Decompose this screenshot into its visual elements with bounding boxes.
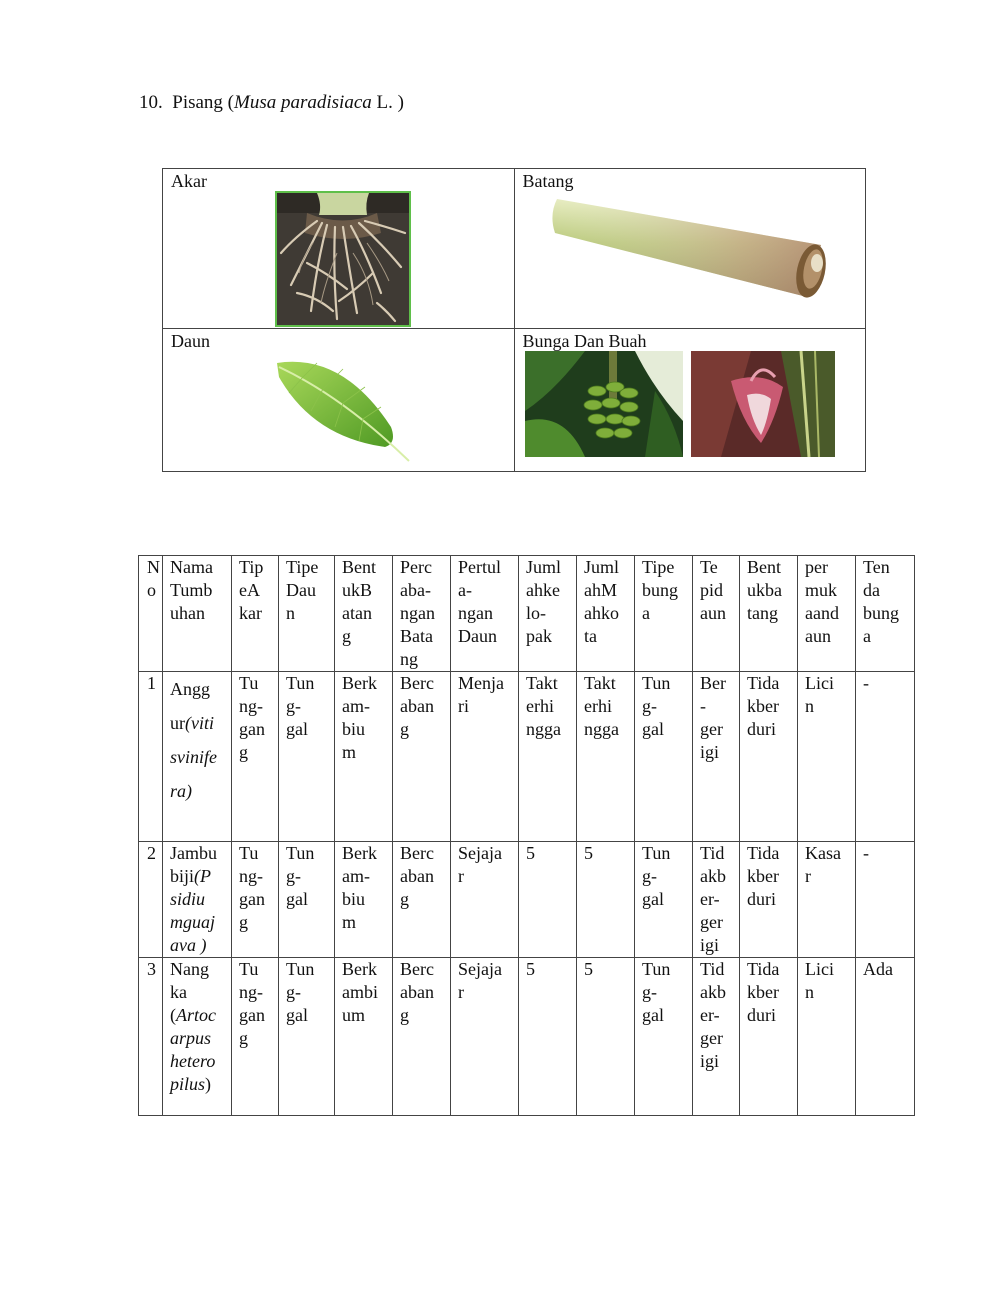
cell-tenda-bunga: Ada [856,958,915,1116]
cell-permukaan-daun: Kasa r [798,842,856,958]
plant-name [163,842,232,958]
plant-name [163,958,232,1116]
plant-name-plain: Nang ka ( [170,959,209,1025]
plant-name-plain: Angg ur [170,679,210,733]
table-row [139,958,915,1116]
cell-pertulangan: Sejaja r [451,958,519,1116]
cell-tipe-akar: Tu ng- gan g [232,958,279,1116]
cell-jumlah-mahkota: 5 [577,842,635,958]
col-header-no: N o [139,556,163,672]
cell-permukaan-daun: Lici n [798,958,856,1116]
cell-tipe-akar: Tu ng- gan g [232,672,279,842]
bunga-buah-cell [514,329,866,472]
leaf-image [273,357,413,465]
cell-jumlah-kelopak: 5 [519,958,577,1116]
col-header-pertulangan: Pertul a- ngan Daun [451,556,519,672]
bunga-buah-label: Bunga Dan Buah [522,331,647,351]
plant-parts-table [162,168,866,472]
col-header-permukaan-daun: per muk aand aun [798,556,856,672]
batang-label: Batang [522,171,574,191]
heading-number: 10. [139,92,163,113]
daun-cell [163,329,515,472]
cell-tenda-bunga: - [856,842,915,958]
cell-jumlah-kelopak: 5 [519,842,577,958]
cell-tepi-daun: Ber - ger igi [693,672,740,842]
col-header-tipe-bunga: Tipe bung a [635,556,693,672]
row-number: 3 [139,958,163,1116]
cell-bentuk-batang: Berk ambi um [335,958,393,1116]
fruit-bunch-image [525,351,683,457]
col-header-bentuk-batang-2: Bent ukba tang [740,556,798,672]
plant-name-latin: (P sidiu mguaj ava ) [170,866,215,955]
akar-cell [163,169,515,329]
plant-name [163,672,232,842]
stem-image [545,193,835,301]
daun-label: Daun [171,331,210,351]
table-row [139,672,915,842]
cell-pertulangan: Sejaja r [451,842,519,958]
cell-tipe-daun: Tun g- gal [279,958,335,1116]
plant-data-table [138,555,915,1116]
cell-bentuk-batang: Berk am- biu m [335,842,393,958]
cell-percabangan: Berc aban g [393,842,451,958]
cell-tipe-akar: Tu ng- gan g [232,842,279,958]
col-header-jumlah-mahkota: Juml ahM ahko ta [577,556,635,672]
heading-suffix: L. ) [371,92,404,113]
col-header-nama: Nama Tumb uhan [163,556,232,672]
cell-jumlah-mahkota: Takt erhi ngga [577,672,635,842]
cell-tipe-daun: Tun g- gal [279,842,335,958]
cell-tipe-bunga: Tun g- gal [635,958,693,1116]
col-header-jumlah-kelopak: Juml ahke lo- pak [519,556,577,672]
cell-jumlah-mahkota: 5 [577,958,635,1116]
batang-cell [514,169,866,329]
plant-name-latin: Artoc arpus hetero pilus [170,1005,216,1094]
root-image [275,191,411,327]
heading-common-name: Pisang ( [172,92,234,113]
col-header-tipe-akar: Tip eA kar [232,556,279,672]
section-heading [139,92,404,114]
heading-latin-name: Musa paradisiaca [234,92,372,113]
cell-percabangan: Berc aban g [393,958,451,1116]
cell-tipe-bunga: Tun g- gal [635,672,693,842]
plant-name-plain: Jambu biji [170,843,217,886]
cell-bentuk-batang-2: Tida kber duri [740,842,798,958]
flower-image [691,351,835,457]
cell-tipe-bunga: Tun g- gal [635,842,693,958]
col-header-percabangan: Perc aba- ngan Bata ng [393,556,451,672]
col-header-bentuk-batang: Bent ukB atan g [335,556,393,672]
plant-name-suffix: ) [205,1074,212,1094]
cell-tepi-daun: Tid akb er- ger igi [693,958,740,1116]
table-row [139,842,915,958]
cell-permukaan-daun: Lici n [798,672,856,842]
header-row [139,556,915,672]
akar-label: Akar [171,171,207,191]
cell-percabangan: Berc aban g [393,672,451,842]
cell-tenda-bunga: - [856,672,915,842]
col-header-tepi-daun: Te pid aun [693,556,740,672]
cell-pertulangan: Menja ri [451,672,519,842]
row-number: 2 [139,842,163,958]
cell-jumlah-kelopak: Takt erhi ngga [519,672,577,842]
cell-bentuk-batang-2: Tida kber duri [740,672,798,842]
col-header-tenda-bunga: Ten da bung a [856,556,915,672]
col-header-tipe-daun: Tipe Dau n [279,556,335,672]
cell-tipe-daun: Tun g- gal [279,672,335,842]
plant-name-latin: (viti svinife ra) [170,713,217,801]
cell-tepi-daun: Tid akb er- ger igi [693,842,740,958]
cell-bentuk-batang-2: Tida kber duri [740,958,798,1116]
row-number: 1 [139,672,163,842]
cell-bentuk-batang: Berk am- biu m [335,672,393,842]
